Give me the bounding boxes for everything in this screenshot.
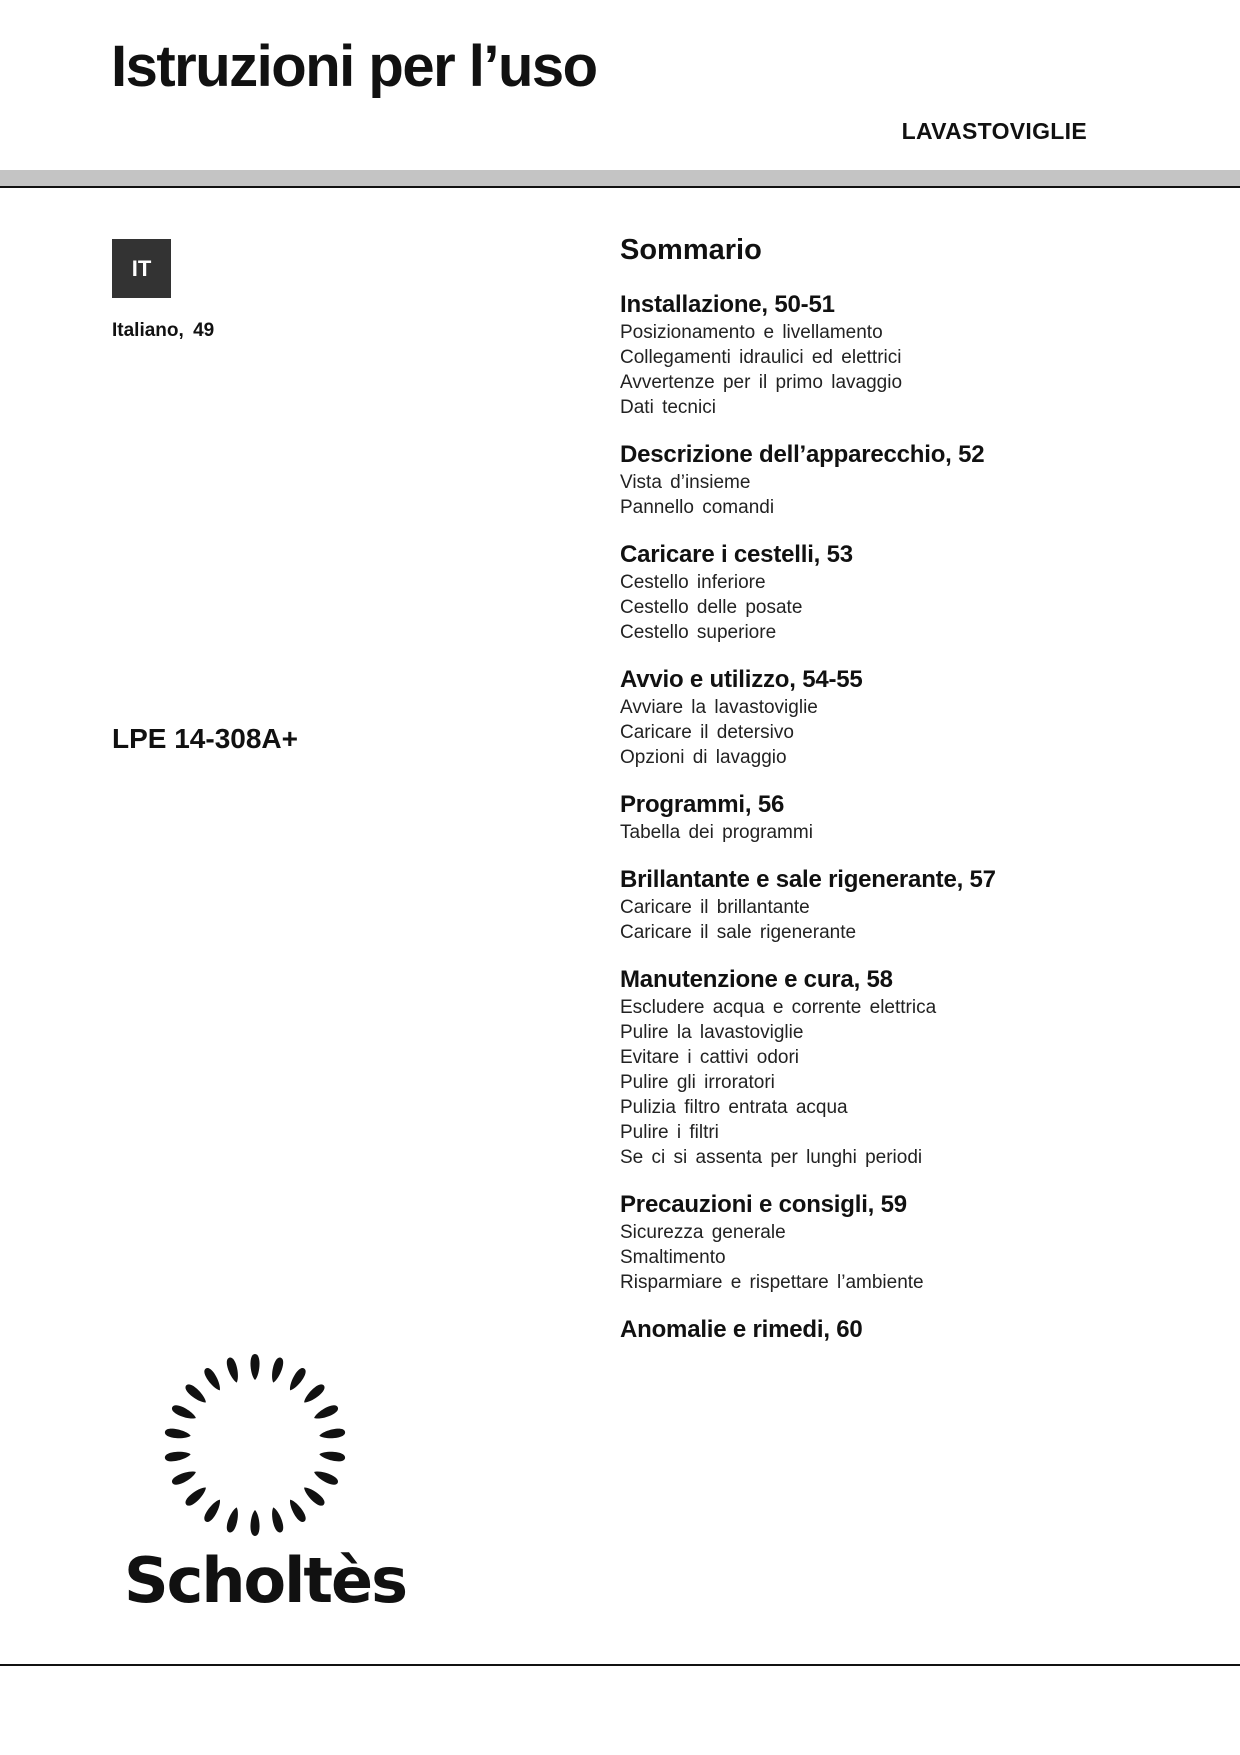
sunburst-petal [202, 1497, 224, 1524]
footer-divider [0, 1664, 1240, 1666]
sunburst-petal [183, 1484, 209, 1508]
toc-subsection-item: Pulire gli irroratori [620, 1072, 775, 1093]
toc-section [620, 965, 1180, 1170]
toc-section-title: Brillantante e sale rigenerante, 57 [620, 866, 996, 893]
product-category: LAVASTOVIGLIE [901, 118, 1087, 144]
toc-section [620, 540, 1180, 645]
language-badge [112, 239, 171, 298]
toc-subsection-item: Opzioni di lavaggio [620, 747, 787, 768]
toc-section-title: Descrizione dell’apparecchio, 52 [620, 441, 985, 468]
toc-subsection-list [620, 1220, 1180, 1295]
toc-section [620, 290, 1180, 420]
toc-subsection-item: Tabella dei programmi [620, 822, 813, 843]
header-band [0, 170, 1240, 186]
toc-section-title: Avvio e utilizzo, 54-55 [620, 666, 863, 693]
language-code: IT [131, 255, 152, 281]
toc-section [620, 1315, 1180, 1345]
toc-subsection-item: Vista d’insieme [620, 472, 751, 493]
sunburst-petal [225, 1356, 241, 1383]
sunburst-petal [269, 1506, 285, 1533]
toc-section-title: Caricare i cestelli, 53 [620, 541, 853, 568]
toc-subsection-item: Se ci si assenta per lunghi periodi [620, 1147, 923, 1168]
toc-section [620, 1190, 1180, 1295]
toc-subsection-item: Pannello comandi [620, 497, 775, 518]
toc-subsection-list [620, 895, 1180, 945]
sunburst-petal [301, 1382, 327, 1406]
toc-subsection-item: Cestello delle posate [620, 597, 803, 618]
toc-subsection-item: Escludere acqua e corrente elettrica [620, 997, 937, 1018]
toc-subsection-list [620, 695, 1180, 770]
sunburst-petal [250, 1510, 259, 1536]
sunburst-petal [312, 1403, 339, 1422]
sunburst-petal [170, 1403, 197, 1422]
sunburst-petal [164, 1450, 191, 1463]
toc-subsection-item: Posizionamento e livellamento [620, 322, 883, 343]
sunburst-petal [225, 1506, 241, 1533]
toc-subsection-item: Caricare il brillantante [620, 897, 810, 918]
table-of-contents [620, 232, 1180, 1365]
toc-subsection-item: Caricare il detersivo [620, 722, 794, 743]
toc-subsection-item: Pulire la lavastoviglie [620, 1022, 804, 1043]
sunburst-petal [286, 1366, 308, 1393]
toc-subsection-item: Pulizia filtro entrata acqua [620, 1097, 848, 1118]
sunburst-petal [164, 1428, 191, 1441]
toc-subsection-list [620, 470, 1180, 520]
toc-subsection-item: Collegamenti idraulici ed elettrici [620, 347, 902, 368]
toc-subsection-item: Sicurezza generale [620, 1222, 786, 1243]
toc-section [620, 665, 1180, 770]
toc-subsection-item: Caricare il sale rigenerante [620, 922, 857, 943]
sunburst-petal [312, 1468, 339, 1487]
sunburst-petal [301, 1484, 327, 1508]
sunburst-petal [170, 1468, 197, 1487]
toc-subsection-list [620, 570, 1180, 645]
toc-subsection-list [620, 320, 1180, 420]
toc-section [620, 440, 1180, 520]
toc-sections [620, 290, 1180, 1345]
toc-subsection-item: Avvertenze per il primo lavaggio [620, 372, 903, 393]
toc-subsection-item: Cestello inferiore [620, 572, 766, 593]
sunburst-petal [319, 1450, 346, 1463]
toc-subsection-item: Dati tecnici [620, 397, 716, 418]
brand-logo-text: Scholtès [124, 1544, 406, 1617]
toc-subsection-item: Cestello superiore [620, 622, 777, 643]
toc-subsection-list [620, 995, 1180, 1170]
sunburst-petal [183, 1382, 209, 1406]
toc-heading: Sommario [620, 234, 762, 266]
model-number: LPE 14-308A+ [112, 723, 298, 754]
toc-section-title: Manutenzione e cura, 58 [620, 966, 893, 993]
toc-section-title: Anomalie e rimedi, 60 [620, 1316, 863, 1343]
toc-subsection-item: Pulire i filtri [620, 1122, 719, 1143]
toc-section [620, 790, 1180, 845]
toc-section-title: Precauzioni e consigli, 59 [620, 1191, 907, 1218]
sunburst-petal [269, 1356, 285, 1383]
toc-subsection-list [620, 820, 1180, 845]
sunburst-petal [319, 1428, 346, 1441]
toc-subsection-item: Evitare i cattivi odori [620, 1047, 800, 1068]
toc-section-title: Installazione, 50-51 [620, 291, 835, 318]
sunburst-petal [250, 1354, 259, 1380]
header-divider [0, 186, 1240, 188]
toc-section-title: Programmi, 56 [620, 791, 785, 818]
language-label: Italiano, 49 [112, 320, 215, 341]
toc-subsection-item: Smaltimento [620, 1247, 726, 1268]
sunburst-logo-icon [155, 1345, 355, 1545]
sunburst-petal [202, 1366, 224, 1393]
toc-subsection-item: Risparmiare e rispettare l’ambiente [620, 1272, 924, 1293]
page-title: Istruzioni per l’uso [111, 34, 597, 99]
toc-section [620, 865, 1180, 945]
sunburst-petal [286, 1497, 308, 1524]
toc-subsection-item: Avviare la lavastoviglie [620, 697, 818, 718]
